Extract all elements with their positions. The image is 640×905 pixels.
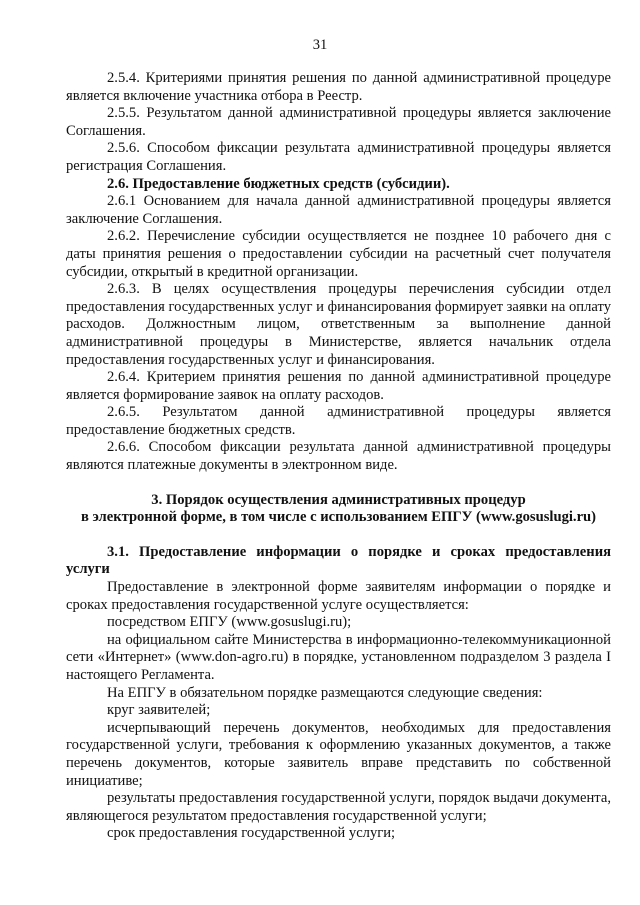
paragraph-2-6-3: 2.6.3. В целях осуществления процедуры перечисления субсидии отдел предоставления государственных услуг и финансирования формирует заявки на оплату расходов. Должностным лицом, ответственным за выполнение данной административной процедуры в Министерстве, является начальник отдела предоставления государственных услуг и финансирования. <box>66 281 611 368</box>
section-3-title-line-1: 3. Порядок осуществления административных процедур <box>151 491 526 508</box>
paragraph-2-6-4: 2.6.4. Критерием принятия решения по данной административной процедуре является формирование заявок на оплату расходов. <box>66 369 611 403</box>
list-item-applicants: круг заявителей; <box>107 702 211 719</box>
paragraph-2-6-6: 2.6.6. Способом фиксации результата данной административной процедуры являются платежные документы в электронном виде. <box>66 439 611 474</box>
paragraph-2-6-5: 2.6.5. Результатом данной административной процедуры является предоставление бюджетных средств. <box>66 404 611 438</box>
list-item-results: результаты предоставления государственной услуги, порядок выдачи документа, являющегося результатом предоставления государственной услуги; <box>66 790 611 824</box>
section-3-title-line-2: в электронной форме, в том числе с использованием ЕПГУ (www.gosuslugi.ru) <box>80 509 597 526</box>
paragraph-2-6-1: 2.6.1 Основанием для начала данной административной процедуры является заключение Соглашения. <box>66 193 611 227</box>
paragraph-3-1-intro: Предоставление в электронной форме заявителям информации о порядке и сроках предоставления государственной услуге осуществляется: <box>66 579 611 613</box>
paragraph-2-5-6: 2.5.6. Способом фиксации результата административной процедуры является регистрация Соглашения. <box>66 140 611 174</box>
heading-2-6: 2.6. Предоставление бюджетных средств (субсидии). <box>107 175 450 192</box>
list-item-documents: исчерпывающий перечень документов, необходимых для предоставления государственной услуги, требования к оформлению указанных документов, а также перечень документов, которые заявитель вправе представить по собственной инициативе; <box>66 719 611 789</box>
page-number: 31 <box>312 37 328 53</box>
paragraph-2-6-2: 2.6.2. Перечисление субсидии осуществляется не позднее 10 рабочего дня с даты принятия решения о предоставлении субсидии на расчетный счет получателя субсидии, открытый в кредитной организации. <box>66 228 611 280</box>
list-item-epgu: посредством ЕПГУ (www.gosuslugi.ru); <box>107 614 352 631</box>
paragraph-epgu-info: На ЕПГУ в обязательном порядке размещаются следующие сведения: <box>107 684 543 701</box>
spacer <box>66 475 611 492</box>
heading-3-1: 3.1. Предоставление информации о порядке и сроках предоставления услуги <box>66 543 611 578</box>
document-body <box>66 70 611 843</box>
spacer <box>66 527 611 544</box>
list-item-term: срок предоставления государственной услуги; <box>107 825 396 842</box>
list-item-official-site: на официальном сайте Министерства в информационно-телекоммуникационной сети «Интернет» (www.don-agro.ru) в порядке, установленном подразделом 3 раздела I настоящего Регламента. <box>66 631 611 683</box>
paragraph-2-5-5: 2.5.5. Результатом данной административной процедуры является заключение Соглашения. <box>66 105 611 139</box>
paragraph-2-5-4: 2.5.4. Критериями принятия решения по данной административной процедуре является включение участника отбора в Реестр. <box>66 70 611 104</box>
